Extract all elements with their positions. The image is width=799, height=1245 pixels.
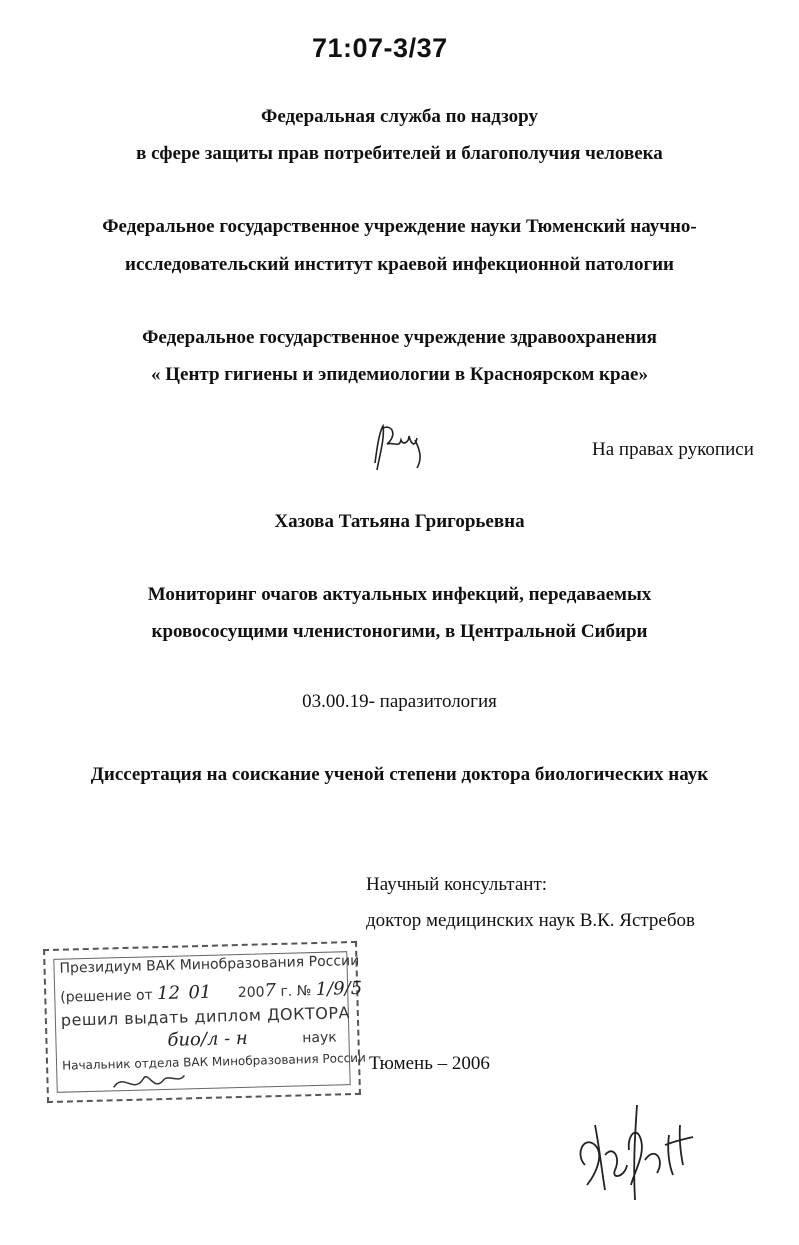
stamp-signature (108, 1065, 189, 1097)
stamp-line4 (167, 1025, 337, 1050)
consultant-name: доктор медицинских наук В.К. Ястребов (366, 910, 696, 931)
stamp-year: 200 (237, 984, 265, 1002)
stamp-month-hand: 01 (188, 981, 212, 1004)
specialty-code: 03.00.19- паразитология (302, 691, 497, 712)
thesis-title-line2: кровососущими членистоногими, в Центральной Сибири (151, 621, 648, 642)
vak-stamp (43, 941, 366, 1103)
stamp-num-hand: 1/9/5 (315, 977, 363, 1001)
author-name: Хазова Татьяна Григорьевна (274, 511, 525, 532)
consultant-label: Научный консультант: (366, 874, 548, 895)
thesis-title-line1: Мониторинг очагов актуальных инфекций, передаваемых (147, 584, 652, 605)
org2-line1: Федеральное государственное учреждение науки Тюменский научно- (102, 216, 697, 237)
stamp-line2-prefix: (решение от (60, 987, 153, 1006)
org2-line2: исследовательский институт краевой инфекционной патологии (125, 254, 674, 275)
stamp-year-hand: 7 (264, 980, 277, 1002)
stamp-line1: Президиум ВАК Минобразования России (59, 952, 360, 977)
stamp-num-prefix: г. № (280, 983, 312, 1000)
org1-line2: в сфере защиты прав потребителей и благополучия человека (136, 143, 663, 164)
stamp-line4-suffix: наук (302, 1029, 337, 1047)
org1-line1: Федеральная служба по надзору (261, 106, 538, 127)
stamp-degree-hand: био/л - н (167, 1027, 249, 1051)
stamp-day-hand: 12 (156, 982, 181, 1005)
author-signature (365, 418, 435, 478)
place-year: Тюмень – 2006 (369, 1053, 490, 1074)
org3-line1: Федеральное государственное учреждение здравоохранения (142, 327, 657, 348)
document-code: 71:07-3/37 (312, 33, 448, 63)
stamp-line3: решил выдать диплом ДОКТОРА (60, 1003, 351, 1030)
stamp-line5: Начальник отдела ВАК Минобразования России (61, 1050, 366, 1073)
dissertation-type: Диссертация на соискание ученой степени доктора биологических наук (90, 764, 709, 785)
org3-line2: « Центр гигиены и эпидемиологии в Красноярском крае» (151, 364, 648, 385)
manuscript-note: На правах рукописи (592, 439, 754, 460)
dissertation-signature (565, 1065, 715, 1205)
